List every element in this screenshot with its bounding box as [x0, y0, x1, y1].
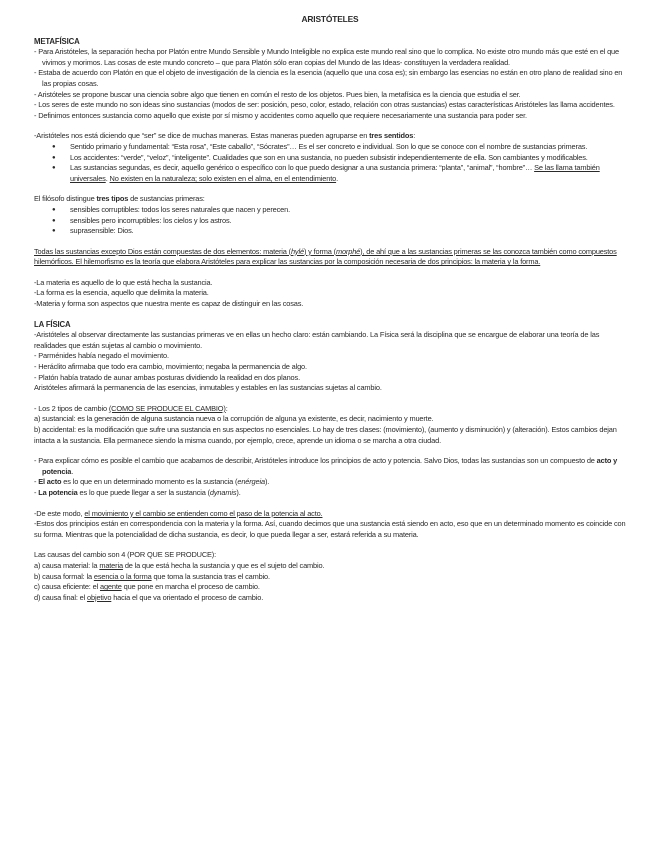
- list-item: ● sensibles corruptibles: todos los seres naturales que nacen y perecen.: [52, 205, 626, 216]
- text: .: [336, 173, 338, 183]
- paragraph-hilemorfismo: [34, 247, 626, 268]
- paragraph: - Definimos entonces sustancia como aquello que existe por sí mismo y accidentes como aquello que requiere necesariamente una sustancia para poder ser.: [34, 110, 527, 120]
- bold-text: La potencia: [38, 487, 78, 497]
- paragraph: Aristóteles afirmará la permanencia de las esencias, inmutables y estables en las sustancias sujetas al cambio.: [34, 383, 382, 393]
- paragraph: - Para Aristóteles, la separación hecha por Platón entre Mundo Sensible y Mundo Inteligible no explica este mundo real sino que lo complica. No existe otro mundo más que esté en el que vivimos y morimos. Las cosas de este mundo concreto – que para Platón sólo eran copias del Mundo de las Ideas- constituyen la verdadera realidad.: [34, 47, 619, 67]
- causa-final: [34, 593, 626, 604]
- text: - Para explicar cómo es posible el cambio que acabamos de describir, Aristóteles introduce los principios de acto y potencia. Salvo Dios, todas las sustancias son un compuesto de: [34, 456, 597, 466]
- text: -De este modo,: [34, 508, 85, 518]
- underlined-text: (COMO SE PRODUCE EL CAMBIO): [108, 403, 226, 413]
- paragraph: b) accidental: es la modificación que sufre una sustancia en sus aspectos no esenciales. Lo hay de tres clases: (movimiento), (aumento y disminución) y (alteración). Estos cambios dejan intacta a la sustancia. Ella permanece siendo la misma cuando, por ejemplo, crece, aprende un idioma o se marcha a otra ciudad.: [34, 425, 617, 445]
- paragraph: - Heráclito afirmaba que todo era cambio, movimiento; negaba la permanencia de algo.: [34, 362, 307, 372]
- underlined-text: [34, 247, 617, 267]
- italic-text: hylé: [290, 246, 304, 256]
- text: ).: [264, 477, 270, 487]
- text: .: [71, 466, 74, 476]
- text: .: [105, 173, 110, 183]
- paragraph-movimiento: [34, 509, 626, 520]
- list-item: [52, 163, 626, 184]
- text: ) y forma (: [303, 246, 336, 256]
- bold-text: tres tipos: [96, 194, 129, 204]
- list-item: ● Sentido primario y fundamental: “Esta rosa”, “Este caballo”, “Sócrates”… Es el ser concreto e individual. Son lo que se conoce con el nombre de sustancias primeras.: [52, 142, 626, 153]
- text: -: [34, 477, 39, 487]
- text: - Los 2 tipos de cambio: [34, 403, 109, 413]
- causa-formal: [34, 572, 626, 583]
- paragraph: - Estaba de acuerdo con Platón en que el objeto de investigación de la ciencia es la esencia (aquello que una cosa es); sin embargo las esencias no están en otro plano de realidad sino en las propias cosas.: [34, 68, 623, 88]
- text: que toma la sustancia tras el cambio.: [151, 571, 270, 581]
- paragraph-potencia: [34, 488, 626, 499]
- paragraph: -Estos dos principios están en correspondencia con la materia y la forma. Así, cuando decimos que una sustancia está siendo en acto, eso que en un determinado momento es coincide con su forma. Mientras que la potencialidad de dicha sustancia, es decir, lo que pueda llegar a ser, estará referida a su materia.: [34, 519, 626, 539]
- text: :: [225, 403, 228, 413]
- bullet-list-sentidos: [34, 142, 626, 184]
- paragraph: - Platón había tratado de aunar ambas posturas dividiendo la realidad en dos planos.: [34, 372, 300, 382]
- paragraph-tipos-cambio: [34, 404, 626, 415]
- section-heading-fisica: LA FÍSICA: [34, 319, 71, 329]
- section-heading-metafisica: METAFÍSICA: [34, 36, 80, 46]
- document-page: [34, 14, 626, 603]
- text: de la que está hecha la sustancia y que es el sujeto del cambio.: [122, 560, 325, 570]
- paragraph: -Aristóteles al observar directamente las sustancias primeras ve en ellas un hecho claro: están cambiando. La Física será la disciplina que se encargue de elaborar una teoría de las realidades que están sujetas al cambio o movimiento.: [34, 330, 600, 350]
- text: que pone en marcha el proceso de cambio.: [121, 582, 260, 592]
- italic-text: morphé: [335, 246, 361, 256]
- paragraph: -La materia es aquello de lo que está hecha la sustancia.: [34, 277, 213, 287]
- text: es lo que puede llegar a ser la sustancia (: [77, 487, 210, 497]
- underlined-text: objetivo: [87, 592, 112, 602]
- text: b) causa formal: la: [34, 571, 94, 581]
- text: c) causa eficiente: el: [34, 582, 100, 592]
- paragraph: -Materia y forma son aspectos que nuestra mente es capaz de distinguir en las cosas.: [34, 299, 304, 309]
- text: es lo que en un determinado momento es la sustancia (: [61, 477, 238, 487]
- underlined-text: Se las llama también universales: [70, 163, 600, 183]
- underlined-text: materia: [99, 560, 123, 570]
- causa-eficiente: [34, 582, 626, 593]
- underlined-text: esencia o la forma: [93, 571, 152, 581]
- bold-text: tres sentidos: [369, 131, 414, 141]
- text: d) causa final: el: [34, 592, 88, 602]
- paragraph-acto-potencia: [34, 456, 626, 477]
- italic-text: dynamis: [209, 487, 237, 497]
- list-item: ● suprasensible: Dios.: [52, 226, 626, 237]
- paragraph-causas: Las causas del cambio son 4 (POR QUE SE PRODUCE):: [34, 550, 216, 560]
- paragraph-tres-tipos: [34, 194, 626, 205]
- italic-text: enérgeia: [237, 477, 265, 487]
- text: -Aristóteles nos está diciendo que “ser” se dice de muchas maneras. Estas maneras pueden agruparse en: [34, 131, 370, 141]
- text: de sustancias primeras:: [128, 194, 205, 204]
- underlined-text: el movimiento y el cambio se entienden como el paso de la potencia al acto.: [84, 508, 323, 518]
- paragraph: - Los seres de este mundo no son ideas sino sustancias (modos de ser: posición, peso, color, estado, relación con otras sustancias) estas características Aristóteles las llama accidentes.: [34, 100, 615, 110]
- document-title: ARISTÓTELES: [301, 14, 359, 24]
- paragraph: -La forma es la esencia, aquello que delimita la materia.: [34, 288, 209, 298]
- list-item: ● sensibles pero incorruptibles: los cielos y los astros.: [52, 216, 626, 227]
- text: ).: [236, 487, 241, 497]
- text: El filósofo distingue: [34, 194, 97, 204]
- list-item: ● Los accidentes: “verde”, “veloz”, “inteligente”. Cualidades que son en una sustancia, no pueden subsistir independientemente de ella. Son cambiantes y modificables.: [52, 153, 626, 164]
- text: Todas las sustancias excepto Dios están compuestas de dos elementos: materia (: [34, 246, 291, 256]
- paragraph: a) sustancial: es la generación de alguna sustancia nueva o la corrupción de alguna ya existente, es decir, nacimiento y muerte.: [34, 414, 434, 424]
- text: Las sustancias segundas, es decir, aquello genérico o específico con lo que puedo designar a una sustancia primera: “planta”, “animal”, “hombre”…: [70, 163, 535, 173]
- underlined-text: No existen en la naturaleza; solo existen en el alma, en el entendimiento: [109, 173, 337, 183]
- text: ), de ahí que a las sustancias primeras se las conozca también como compuestos hilemórficos. El hilemorfismo es la teoría que elabora Aristóteles para explicar las sustancias por la composición necesaria de dos principios: la materia y la forma.: [34, 246, 617, 267]
- text: :: [413, 131, 416, 141]
- text: -: [34, 487, 39, 497]
- bold-text: acto y potencia: [42, 456, 618, 476]
- bullet-list-tipos: [34, 205, 626, 237]
- underlined-text: agente: [99, 582, 122, 592]
- paragraph-tres-sentidos: [34, 131, 626, 142]
- bold-text: El acto: [38, 477, 62, 487]
- causa-material: [34, 561, 626, 572]
- paragraph: - Parménides había negado el movimiento.: [34, 351, 169, 361]
- paragraph: - Aristóteles se propone buscar una ciencia sobre algo que tienen en común el resto de los objetos. Pues bien, la metafísica es la ciencia que estudia el ser.: [34, 89, 521, 99]
- text: a) causa material: la: [34, 560, 100, 570]
- text: hacia el que va orientado el proceso de cambio.: [111, 592, 264, 602]
- paragraph-acto: [34, 477, 626, 488]
